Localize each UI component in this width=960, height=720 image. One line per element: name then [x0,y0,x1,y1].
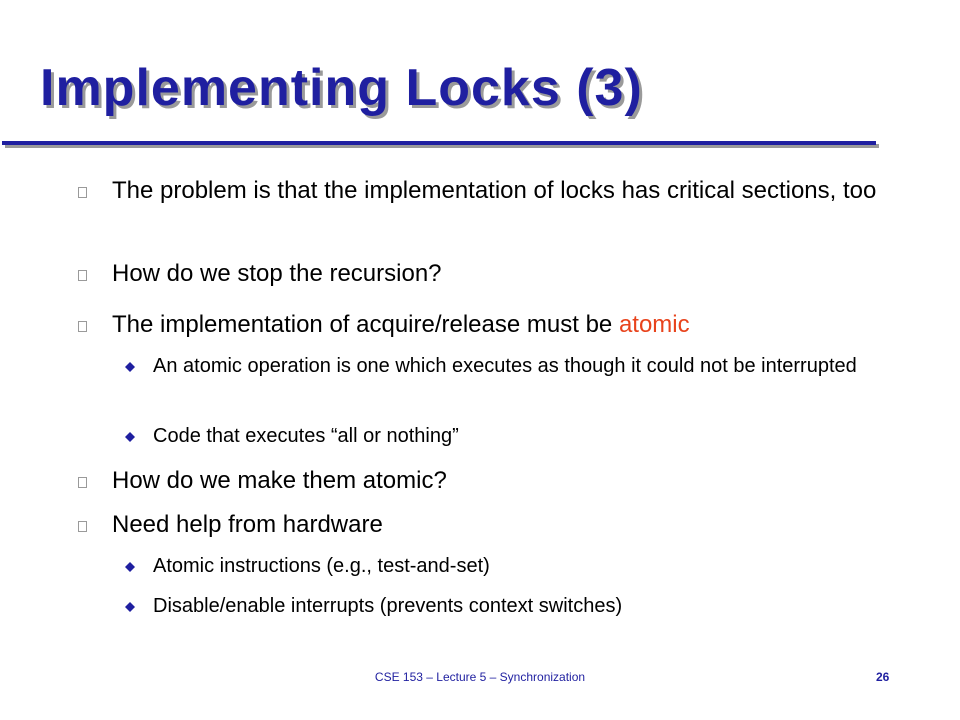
square-bullet-icon [78,521,87,532]
bullet-item [112,507,902,542]
page-number: 26 [876,670,890,684]
bullet-item [112,173,902,208]
bullet-text: Need help from hardware [112,511,383,538]
sub-bullet-text: Disable/enable interrupts (prevents context switches) [153,595,623,617]
bullet-text: How do we make them atomic? [112,467,447,494]
square-bullet-icon [78,321,87,332]
diamond-bullet-icon [125,432,135,442]
bullet-text: How do we stop the recursion? [112,260,442,287]
square-bullet-icon [78,187,87,198]
sub-bullet-text: An atomic operation is one which executes as though it could not be interrupted [153,355,857,377]
footer-course-label: CSE 153 – Lecture 5 – Synchronization [374,670,586,684]
sub-bullet-text: Atomic instructions (e.g., test-and-set) [153,555,490,577]
bullet-item [112,256,902,291]
sub-bullet-text: Code that executes “all or nothing” [153,425,459,447]
bullet-item [112,463,902,498]
sub-bullet-item [153,351,888,381]
sub-bullet-item [153,551,888,581]
sub-bullet-item [153,591,888,621]
emphasis-atomic: atomic [618,311,690,338]
diamond-bullet-icon [125,362,135,372]
sub-bullet-item [153,421,888,451]
square-bullet-icon [78,270,87,281]
bullet-item [112,307,902,342]
slide-title: Implementing Locks (3) [40,59,643,117]
bullet-text: The problem is that the implementation of locks has critical sections, too [112,177,877,204]
bullet-text: The implementation of acquire/release must be [112,311,619,338]
diamond-bullet-icon [125,562,135,572]
square-bullet-icon [78,477,87,488]
diamond-bullet-icon [125,602,135,612]
